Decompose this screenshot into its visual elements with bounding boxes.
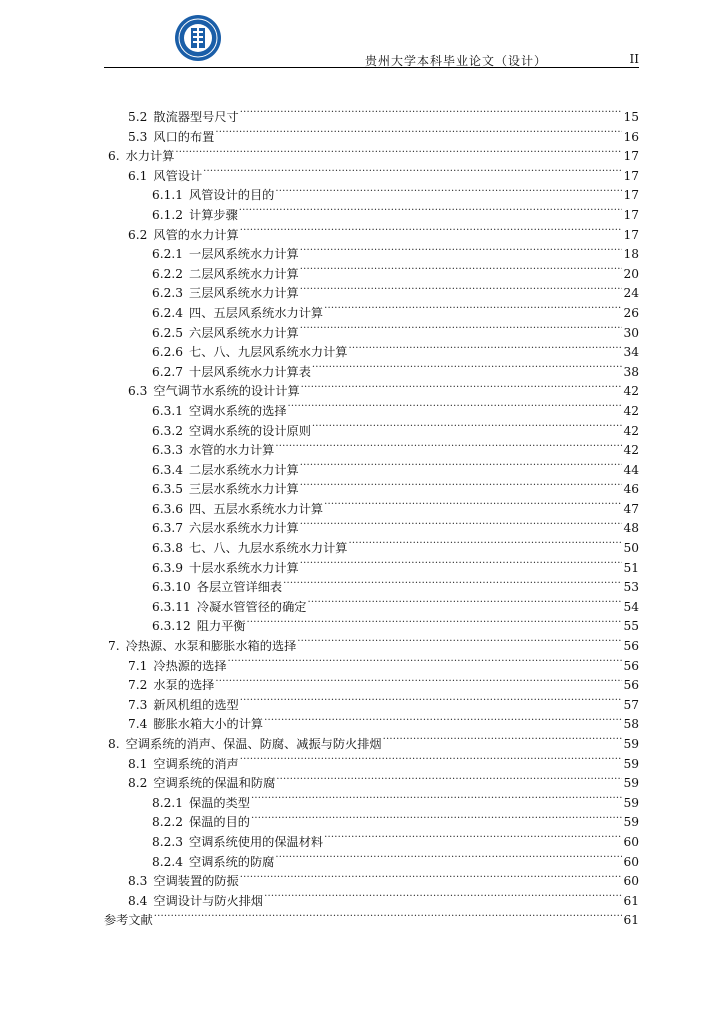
toc-entry-number: 6. <box>108 149 120 164</box>
toc-entry-title: 冷热源、水泵和膨胀水箱的选择 <box>125 639 297 654</box>
toc-entry-page: 17 <box>623 207 639 222</box>
dot-leader <box>215 670 622 689</box>
toc-entry-number: 6.3.6 <box>152 501 184 516</box>
toc-entry-page: 42 <box>623 403 639 418</box>
dot-leader <box>275 435 622 454</box>
dot-leader <box>275 180 622 199</box>
toc-entry-title: 保温的目的 <box>189 815 250 830</box>
toc-entry-page: 55 <box>623 619 639 634</box>
dot-leader <box>251 807 623 826</box>
toc-entry-number: 6.3.9 <box>152 560 184 575</box>
toc-entry-page: 56 <box>623 658 639 673</box>
toc-entry-number: 6.2.5 <box>152 325 184 340</box>
page-header <box>104 14 639 70</box>
dot-leader <box>300 455 623 474</box>
toc-entry-title: 二层风系统水力计算 <box>189 266 299 281</box>
toc-entry-page: 38 <box>623 364 639 379</box>
toc-entry-page: 59 <box>623 815 639 830</box>
toc-entry-page: 24 <box>623 286 639 301</box>
toc-entry-title: 四、五层风系统水力计算 <box>189 305 324 320</box>
toc-entry[interactable] <box>104 416 639 436</box>
toc-entry-title: 空调系统的消声、保温、防腐、减振与防火排烟 <box>125 737 382 751</box>
dot-leader <box>240 749 623 768</box>
toc-entry[interactable] <box>104 278 639 301</box>
dot-leader <box>297 631 622 650</box>
toc-entry-title: 七、八、九层风系统水力计算 <box>189 345 348 360</box>
toc-entry-page: 34 <box>623 345 639 360</box>
toc-entry-title: 散流器型号尺寸 <box>153 110 239 124</box>
toc-entry-page: 58 <box>623 717 639 732</box>
toc-entry-page: 47 <box>623 501 639 516</box>
toc-entry-page: 16 <box>623 129 639 144</box>
dot-leader <box>300 318 623 337</box>
toc-entry-page: 50 <box>623 541 639 556</box>
dot-leader <box>348 337 622 356</box>
toc-entry[interactable] <box>104 533 639 556</box>
dot-leader <box>324 827 622 846</box>
dot-leader <box>300 259 623 278</box>
toc-entry-title: 六层水系统水力计算 <box>189 521 299 536</box>
toc-entry-title: 三层水系统水力计算 <box>189 482 299 497</box>
dot-leader <box>247 611 623 630</box>
toc-entry-number: 7. <box>108 639 120 654</box>
toc-entry-title: 水力计算 <box>125 149 175 164</box>
toc-entry-number: 7.4 <box>128 717 148 732</box>
toc-entry-title: 三层风系统水力计算 <box>189 286 299 301</box>
toc-entry-page: 48 <box>623 521 639 536</box>
toc-entry-number: 6.3.2 <box>152 423 184 438</box>
toc-entry[interactable] <box>104 847 639 867</box>
dot-leader <box>251 788 623 807</box>
toc-entry-number: 8.2.2 <box>152 815 184 830</box>
dot-leader <box>264 709 622 728</box>
toc-entry-number: 8.1 <box>128 756 148 771</box>
toc-entry-number: 8.2.3 <box>152 834 184 849</box>
dot-leader <box>312 357 623 376</box>
dot-leader <box>240 866 623 885</box>
toc-entry-title: 空调设计与防火排烟 <box>153 893 264 908</box>
toc-entry-title: 十层水系统水力计算 <box>189 560 299 575</box>
toc-entry-number: 6.3.3 <box>152 443 184 458</box>
toc-entry-page: 56 <box>623 678 639 693</box>
toc-entry-page: 60 <box>623 834 639 849</box>
toc-entry[interactable] <box>104 866 639 889</box>
toc-entry-number: 6.3.8 <box>152 541 184 556</box>
dot-leader <box>239 200 623 219</box>
toc-entry-title: 空调水系统的设计原则 <box>189 423 311 438</box>
toc-entry[interactable] <box>104 141 639 164</box>
dot-leader <box>300 553 623 572</box>
toc-entry-title: 阻力平衡 <box>196 619 246 634</box>
toc-entry[interactable] <box>104 572 639 595</box>
toc-entry-page: 26 <box>623 305 639 320</box>
dot-leader <box>240 220 623 239</box>
toc-entry-number: 7.2 <box>128 678 148 693</box>
dot-leader <box>300 474 623 493</box>
header-title: 贵州大学本科毕业论文（设计） <box>364 54 547 68</box>
dot-leader <box>301 376 623 395</box>
toc-entry[interactable] <box>104 259 639 279</box>
toc-entry-number: 6.2.7 <box>152 364 184 379</box>
toc-entry-page: 42 <box>623 423 639 438</box>
toc-entry-number: 6.3.10 <box>152 580 191 595</box>
toc-entry-number: 6.1.1 <box>152 188 184 203</box>
toc-entry-title: 七、八、九层水系统水力计算 <box>189 541 348 556</box>
dot-leader <box>228 651 623 670</box>
toc-entry[interactable] <box>104 298 639 318</box>
toc-entry-number: 8.2.1 <box>152 795 184 810</box>
toc-entry-number: 8. <box>108 737 120 751</box>
toc-entry-number: 8.3 <box>128 874 148 889</box>
toc-entry-page: 59 <box>623 795 639 810</box>
toc-entry-page: 59 <box>623 737 639 751</box>
toc-entry-page: 54 <box>623 599 639 614</box>
toc-entry-title: 六层风系统水力计算 <box>189 325 299 340</box>
toc-entry-title: 水管的水力计算 <box>189 443 275 458</box>
dot-leader <box>283 572 622 591</box>
toc-entry-number: 7.1 <box>128 658 148 673</box>
toc-entry-number: 8.4 <box>128 893 148 908</box>
toc-entry[interactable] <box>104 474 639 497</box>
dot-leader <box>307 592 622 611</box>
dot-leader <box>383 729 623 748</box>
toc-entry-page: 17 <box>623 188 639 203</box>
toc-entry-page: 17 <box>623 149 639 164</box>
toc-entry-page: 18 <box>623 247 639 262</box>
toc-entry-title: 一层风系统水力计算 <box>189 247 299 262</box>
toc-entry-title: 风管设计的目的 <box>189 188 275 203</box>
toc-entry-title: 各层立管详细表 <box>196 580 283 595</box>
toc-entry-number: 6.3.1 <box>152 403 184 418</box>
toc-entry-number: 6.3.7 <box>152 521 184 536</box>
toc-entry-title: 风管设计 <box>153 168 203 183</box>
toc-entry-number: 6.1 <box>128 168 148 183</box>
toc-entry-number: 6.2.2 <box>152 266 184 281</box>
toc-entry-page: 61 <box>623 913 639 928</box>
dot-leader <box>300 278 623 297</box>
toc-entry-number: 6.3.4 <box>152 462 184 477</box>
toc-entry-title: 空气调节水系统的设计计算 <box>153 384 300 399</box>
toc-entry[interactable] <box>104 200 639 220</box>
toc-entry-title: 空调装置的防振 <box>153 874 239 889</box>
toc-entry[interactable] <box>104 455 639 475</box>
toc-entry-title: 十层风系统水力计算表 <box>189 364 311 379</box>
toc-entry-number: 6.3.12 <box>152 619 191 634</box>
toc-entry-page: 60 <box>623 854 639 869</box>
toc-entry[interactable] <box>104 807 639 830</box>
toc-entry[interactable] <box>104 494 639 514</box>
toc-entry-page: 17 <box>623 168 639 183</box>
dot-leader <box>154 905 623 924</box>
toc-entry-number: 6.3 <box>128 384 148 399</box>
toc-entry[interactable] <box>104 220 639 240</box>
toc-entry-page: 59 <box>623 756 639 771</box>
toc-entry-page: 30 <box>623 325 639 340</box>
toc-entry-page: 51 <box>623 560 639 575</box>
toc-entry-title: 风管的水力计算 <box>153 227 239 242</box>
dot-leader <box>348 533 622 552</box>
toc-entry-page: 56 <box>623 639 639 654</box>
toc-entry-title: 空调系统的消声 <box>153 756 239 771</box>
dot-leader <box>175 141 622 160</box>
toc-entry-page: 15 <box>623 110 639 124</box>
toc-entry[interactable] <box>104 337 639 360</box>
toc-entry-title: 空调系统使用的保温材料 <box>189 834 324 849</box>
university-seal-icon <box>174 14 222 62</box>
toc-entry-number: 6.3.5 <box>152 482 184 497</box>
toc-entry-title: 空调水系统的选择 <box>189 403 287 418</box>
dot-leader <box>300 239 623 258</box>
toc-entry-title: 保温的类型 <box>189 795 250 810</box>
toc-entry[interactable] <box>104 357 639 377</box>
dot-leader <box>324 494 622 513</box>
toc-entry[interactable] <box>104 102 639 122</box>
toc-entry[interactable] <box>104 376 639 399</box>
toc-entry-number: 8.2 <box>128 776 148 791</box>
toc-entry-title: 膨胀水箱大小的计算 <box>153 717 264 732</box>
toc-entry-number: 5.3 <box>128 129 148 144</box>
toc-entry-number: 8.2.4 <box>152 854 184 869</box>
toc-entry-title: 空调系统的保温和防腐 <box>153 776 276 791</box>
toc-entry[interactable] <box>104 161 639 181</box>
toc-entry[interactable] <box>104 905 639 928</box>
toc-entry-title: 新风机组的选型 <box>153 697 239 712</box>
toc-entry-page: 59 <box>623 776 639 791</box>
toc-entry[interactable] <box>104 827 639 847</box>
toc-entry-number: 7.3 <box>128 697 148 712</box>
toc-entry[interactable] <box>104 435 639 458</box>
toc-entry-page: 44 <box>623 462 639 477</box>
toc-entry-title: 二层水系统水力计算 <box>189 462 299 477</box>
toc-entry-number: 6.3.11 <box>152 599 191 614</box>
dot-leader <box>264 886 622 905</box>
dot-leader <box>288 396 623 415</box>
dot-leader <box>324 298 622 317</box>
toc-entry-title: 参考文献 <box>104 913 153 928</box>
dot-leader <box>276 768 622 787</box>
toc-entry-page: 60 <box>623 874 639 889</box>
header-divider <box>104 67 639 68</box>
table-of-contents <box>104 102 639 928</box>
toc-entry-title: 空调系统的防腐 <box>189 854 275 869</box>
toc-entry-number: 6.2.3 <box>152 286 184 301</box>
toc-entry-title: 冷热源的选择 <box>153 658 227 673</box>
dot-leader <box>312 416 623 435</box>
toc-entry-title: 计算步骤 <box>189 207 238 222</box>
toc-entry-page: 42 <box>623 384 639 399</box>
toc-entry-title: 冷凝水管管径的确定 <box>196 599 307 614</box>
toc-entry-page: 17 <box>623 227 639 242</box>
toc-entry[interactable] <box>104 553 639 573</box>
toc-entry-number: 6.2.1 <box>152 247 184 262</box>
page-number: II <box>629 52 639 66</box>
toc-entry-page: 61 <box>623 893 639 908</box>
dot-leader <box>240 102 623 121</box>
dot-leader <box>215 122 622 141</box>
dot-leader <box>203 161 622 180</box>
toc-entry-page: 46 <box>623 482 639 497</box>
toc-entry-page: 53 <box>623 580 639 595</box>
toc-entry-number: 5.2 <box>128 110 148 124</box>
toc-entry-page: 20 <box>623 266 639 281</box>
toc-entry-title: 四、五层水系统水力计算 <box>189 501 324 516</box>
dot-leader <box>300 513 623 532</box>
toc-entry-number: 6.2.6 <box>152 345 184 360</box>
toc-entry-page: 57 <box>623 697 639 712</box>
toc-entry-title: 水泵的选择 <box>153 678 215 693</box>
toc-entry-number: 6.2 <box>128 227 148 242</box>
toc-entry-page: 42 <box>623 443 639 458</box>
toc-entry-number: 6.1.2 <box>152 207 184 222</box>
toc-entry[interactable] <box>104 318 639 338</box>
toc-entry[interactable] <box>104 513 639 536</box>
dot-leader <box>240 690 623 709</box>
toc-entry-title: 风口的布置 <box>153 129 215 144</box>
dot-leader <box>275 847 622 866</box>
toc-entry-number: 6.2.4 <box>152 305 184 320</box>
